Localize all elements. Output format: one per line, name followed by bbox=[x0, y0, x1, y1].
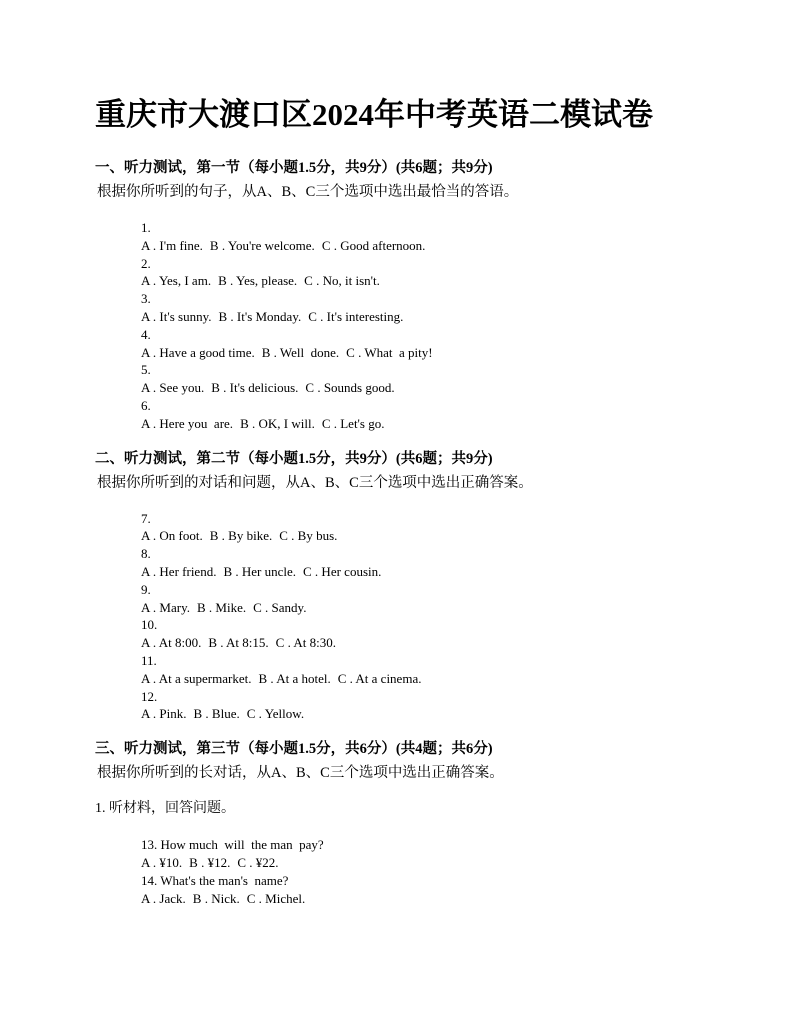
option-a: A . It's sunny. bbox=[141, 308, 212, 324]
option-a: A . Pink. bbox=[141, 706, 187, 722]
option-b: B . At 8:15. bbox=[208, 635, 269, 651]
option-b: B . ¥12. bbox=[189, 854, 231, 870]
option-c: C . At 8:30. bbox=[275, 635, 336, 651]
options-line bbox=[141, 670, 794, 688]
options-line bbox=[141, 854, 794, 872]
option-b: B . Blue. bbox=[193, 706, 240, 722]
section-instruction: 根据你所听到的长对话，从A、B、C三个选项中选出正确答案。 bbox=[97, 765, 504, 782]
question-list bbox=[0, 836, 794, 907]
option-c: C . Yellow. bbox=[246, 706, 305, 722]
options-line bbox=[141, 527, 794, 545]
question-stem: 1. bbox=[141, 220, 151, 235]
option-c: C . No, it isn't. bbox=[304, 273, 380, 289]
option-c: C . Michel. bbox=[246, 890, 306, 906]
option-c: C . What a pity! bbox=[346, 344, 433, 360]
options-line bbox=[141, 634, 794, 652]
option-a: A . Jack. bbox=[141, 890, 186, 906]
exam-sections bbox=[0, 159, 794, 907]
options-line bbox=[141, 599, 794, 617]
question-stem: 8. bbox=[141, 546, 151, 562]
option-b: B . Well done. bbox=[261, 344, 340, 360]
option-a: A . Here you are. bbox=[141, 415, 234, 431]
section-1 bbox=[0, 159, 794, 433]
option-a: A . At 8:00. bbox=[141, 635, 202, 651]
option-c: C . Let's go. bbox=[321, 415, 385, 431]
option-c: C . Sounds good. bbox=[305, 380, 395, 396]
options-line bbox=[141, 272, 794, 290]
options-line bbox=[141, 563, 794, 581]
option-a: A . At a supermarket. bbox=[141, 670, 252, 686]
option-c: C . ¥22. bbox=[237, 854, 279, 870]
option-a: A . On foot. bbox=[141, 528, 203, 544]
options-line bbox=[141, 237, 794, 255]
options-line bbox=[141, 344, 794, 362]
question-stem: 5. bbox=[141, 362, 151, 378]
option-a: A . Have a good time. bbox=[141, 344, 255, 360]
option-a: A . Mary. bbox=[141, 599, 190, 615]
question-stem: 11. bbox=[141, 652, 157, 668]
option-b: B . Her uncle. bbox=[223, 563, 297, 579]
question-stem: 7. bbox=[141, 510, 151, 526]
section-2 bbox=[0, 450, 794, 724]
option-b: B . Nick. bbox=[192, 890, 240, 906]
section-instruction: 根据你所听到的对话和问题，从A、B、C三个选项中选出正确答案。 bbox=[97, 474, 533, 491]
option-b: B . OK, I will. bbox=[240, 415, 315, 431]
question-stem: 2. bbox=[141, 255, 151, 271]
option-b: B . It's delicious. bbox=[211, 380, 299, 396]
exam-title: 重庆市大渡口区2024年中考英语二模试卷 bbox=[95, 97, 653, 132]
options-line bbox=[141, 705, 794, 723]
option-a: A . Her friend. bbox=[141, 563, 217, 579]
question-list bbox=[0, 219, 794, 433]
question-stem: 12. bbox=[141, 688, 158, 704]
section-header: 二、听力测试，第二节（每小题1.5分，共9分）(共6题；共9分) bbox=[95, 450, 493, 467]
option-a: A . See you. bbox=[141, 380, 205, 396]
question-stem: 3. bbox=[141, 291, 151, 307]
section-instruction: 根据你所听到的句子，从A、B、C三个选项中选出最恰当的答语。 bbox=[97, 184, 519, 200]
option-c: C . It's interesting. bbox=[308, 308, 404, 324]
question-stem: 14. What's the man's name? bbox=[141, 872, 289, 888]
option-c: C . Her cousin. bbox=[303, 563, 382, 579]
option-c: C . Sandy. bbox=[253, 599, 307, 615]
options-line bbox=[141, 890, 794, 908]
question-list bbox=[0, 510, 794, 724]
options-line bbox=[141, 379, 794, 397]
passage-subheading: 1. 听材料，回答问题。 bbox=[95, 801, 235, 817]
option-b: B . Mike. bbox=[197, 599, 247, 615]
option-c: C . Good afternoon. bbox=[321, 237, 426, 253]
question-stem: 9. bbox=[141, 581, 151, 597]
option-b: B . It's Monday. bbox=[218, 308, 302, 324]
option-b: B . At a hotel. bbox=[258, 670, 331, 686]
options-line bbox=[141, 308, 794, 326]
question-stem: 10. bbox=[141, 617, 158, 633]
option-c: C . By bus. bbox=[279, 528, 338, 544]
option-b: B . By bike. bbox=[209, 528, 273, 544]
section-header: 一、听力测试，第一节（每小题1.5分，共9分）(共6题；共9分) bbox=[95, 160, 493, 176]
question-stem: 6. bbox=[141, 397, 151, 413]
option-a: A . Yes, I am. bbox=[141, 273, 212, 289]
option-b: B . Yes, please. bbox=[218, 273, 298, 289]
option-c: C . At a cinema. bbox=[337, 670, 422, 686]
section-3 bbox=[0, 740, 794, 907]
option-b: B . You're welcome. bbox=[209, 237, 315, 253]
section-header: 三、听力测试，第三节（每小题1.5分，共6分）(共4题；共6分) bbox=[95, 741, 493, 758]
question-stem: 4. bbox=[141, 326, 151, 342]
options-line bbox=[141, 415, 794, 433]
option-a: A . I'm fine. bbox=[141, 237, 203, 253]
question-stem: 13. How much will the man pay? bbox=[141, 837, 324, 853]
option-a: A . ¥10. bbox=[141, 854, 183, 870]
